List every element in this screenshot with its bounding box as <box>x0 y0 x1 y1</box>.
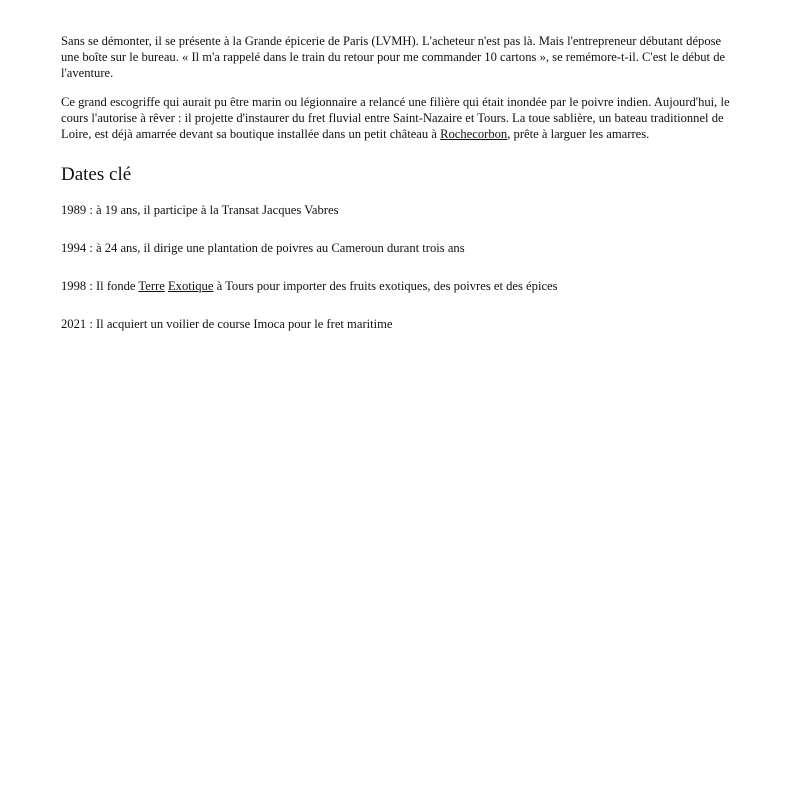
paragraph-grande-epicerie: Sans se démonter, il se présente à la Grande épicerie de Paris (LVMH). L'acheteur n'est pas là. Mais l'entrepreneur débutant dépose une boîte sur le bureau. « Il m'a rappelé dans le train du retour pour me commander 10 cartons », se remémore-t-il. C'est le début de l'aventure. <box>61 34 726 80</box>
dates-heading: Dates clé <box>61 164 132 185</box>
paragraph-text: , prête à larguer les amarres. <box>507 127 650 141</box>
terre-link[interactable]: Terre <box>138 279 165 293</box>
rochecorbon-link[interactable]: Rochecorbon <box>440 127 508 141</box>
paragraph-escogriffe <box>61 94 741 142</box>
date-item-1998 <box>61 278 741 294</box>
exotique-link[interactable]: Exotique <box>167 279 214 293</box>
article-body <box>61 33 741 354</box>
paragraph-text: Ce grand escogriffe qui aurait pu être marin ou légionnaire a relancé une filière qui était inondée par le poivre indien. Aujourd'hui, le cours l'autorise à rêver : il projette d'instaurer du fret fluvial entre Saint-Nazaire et Tours. La toue sablière, un bateau traditionnel de Loire, est déjà amarrée devant sa boutique installée dans un petit château à <box>61 95 730 141</box>
date-text: 1998 : Il fonde <box>61 279 139 293</box>
date-text: à Tours pour importer des fruits exotiques, des poivres et des épices <box>213 279 558 293</box>
date-item-1989: 1989 : à 19 ans, il participe à la Transat Jacques Vabres <box>61 203 339 217</box>
date-item-2021: 2021 : Il acquiert un voilier de course Imoca pour le fret maritime <box>61 317 393 331</box>
date-item-1994: 1994 : à 24 ans, il dirige une plantation de poivres au Cameroun durant trois ans <box>61 241 465 255</box>
